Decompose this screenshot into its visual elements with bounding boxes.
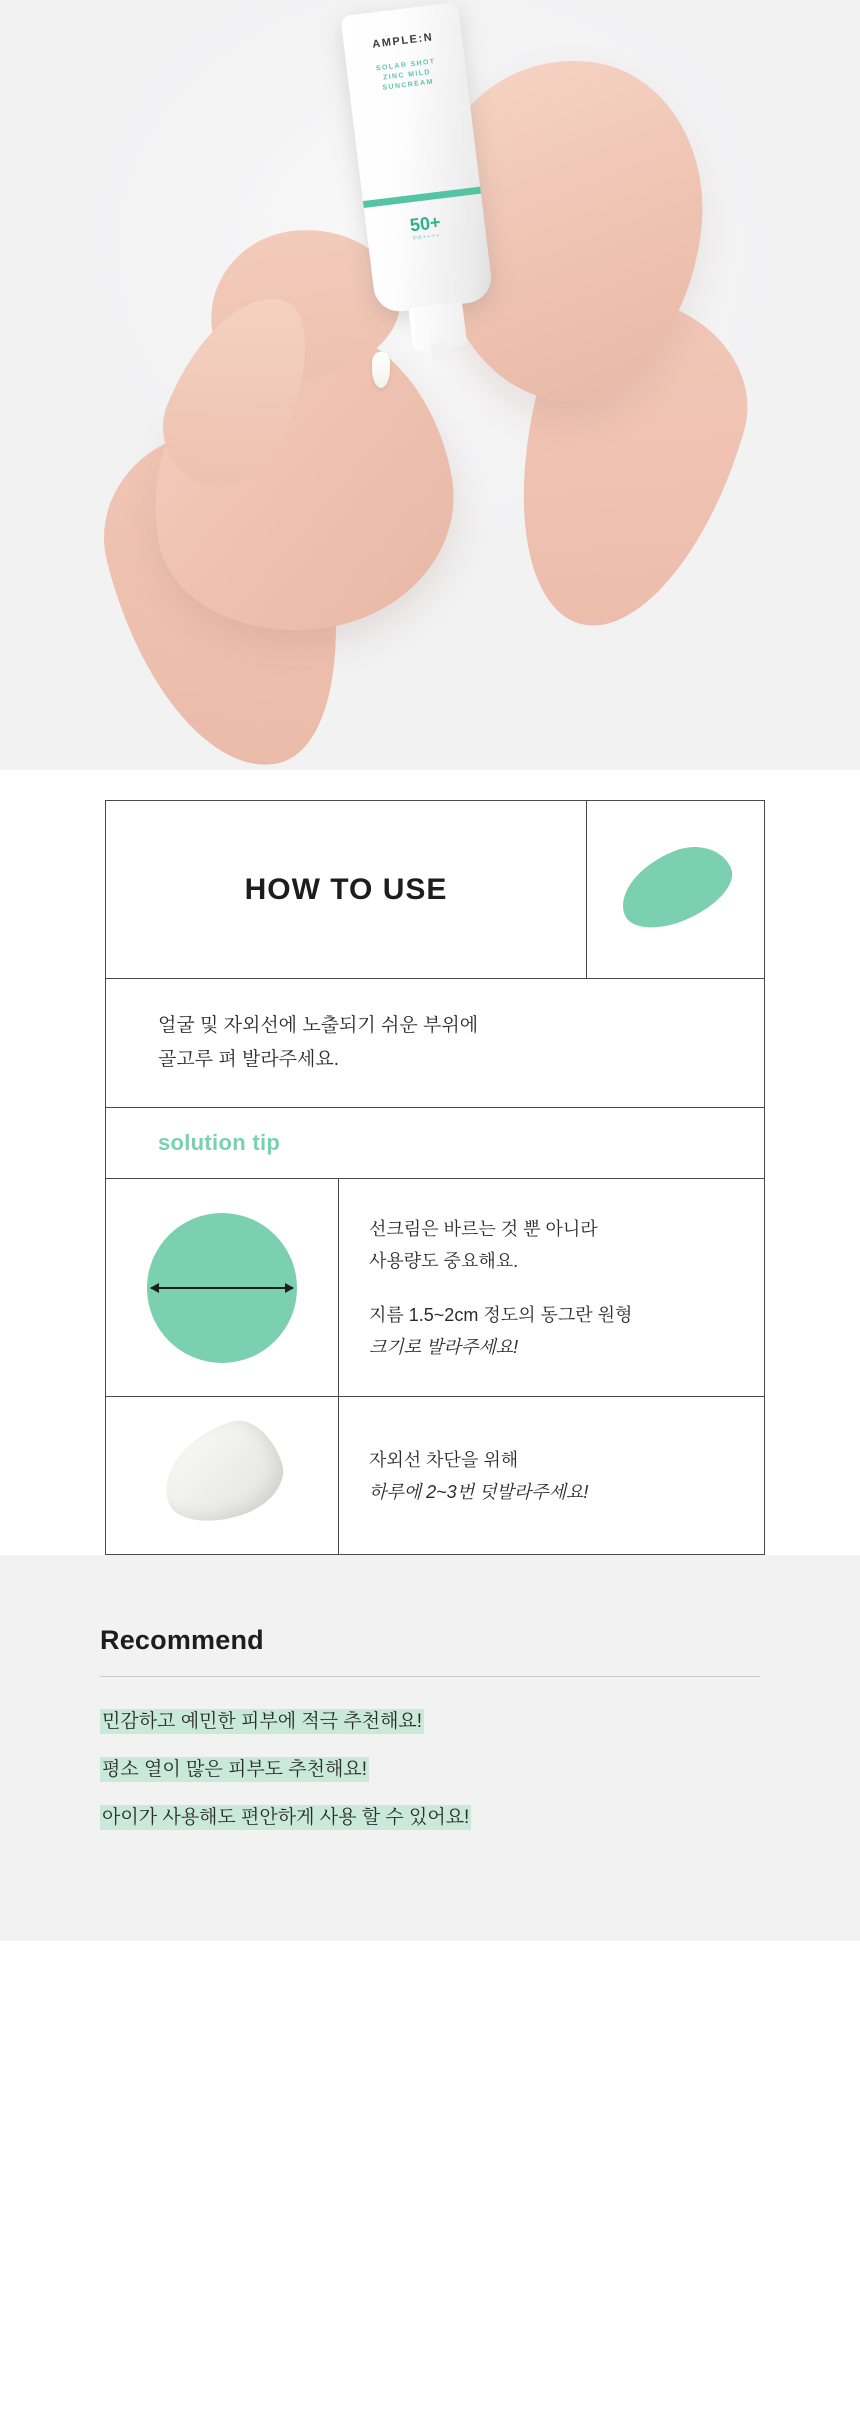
tip-smear-cell — [106, 1397, 339, 1555]
description-line-1: 얼굴 및 자외선에 노출되기 쉬운 부위에 — [158, 1015, 479, 1036]
tip-amount-paragraph-2 — [369, 1299, 744, 1363]
hero-product-photo — [0, 0, 860, 800]
solution-tip-label: solution tip — [158, 1130, 281, 1155]
recommend-title: Recommend — [100, 1625, 760, 1677]
tip-circle-cell — [106, 1179, 339, 1397]
tip-reapply-text — [339, 1397, 765, 1555]
tube-spf-label — [365, 207, 485, 248]
how-to-use-description — [106, 979, 765, 1108]
page-title: HOW TO USE — [244, 872, 448, 906]
tip-amount-line-2: 사용량도 중요해요. — [369, 1250, 519, 1271]
tube-nozzle — [431, 342, 451, 362]
tip-reapply-line-2: 하루에 2~3번 덧발라주세요! — [369, 1481, 589, 1502]
recommend-item-3: 아이가 사용해도 편안하게 사용 할 수 있어요! — [102, 1807, 470, 1828]
tip-row-reapply — [106, 1397, 765, 1555]
tip-amount-line-1: 선크림은 바르는 것 뿐 아니라 — [369, 1218, 598, 1239]
tip-amount-paragraph-1 — [369, 1213, 744, 1277]
tip-amount-text — [339, 1179, 765, 1397]
how-to-use-blob-cell — [587, 801, 765, 979]
diameter-arrow-icon — [151, 1287, 293, 1289]
tube-name-line-2: ZINC MILD — [382, 68, 432, 82]
tube-product-name — [347, 54, 468, 98]
green-blob-icon — [609, 834, 742, 941]
recommend-inner — [100, 1625, 760, 1833]
recommend-section — [0, 1555, 860, 1941]
tube-name-line-3: SUNCREAM — [382, 78, 435, 92]
solution-tip-cell — [106, 1108, 765, 1179]
list-item — [100, 1707, 760, 1737]
how-to-use-section — [0, 800, 860, 1555]
how-to-use-title-cell — [106, 801, 587, 979]
tip-reapply-line-1: 자외선 차단을 위해 — [369, 1449, 519, 1470]
description-line-2: 골고루 펴 발라주세요. — [158, 1049, 340, 1070]
how-to-use-table — [105, 800, 765, 1555]
recommend-item-2: 평소 열이 많은 피부도 추천해요! — [102, 1759, 367, 1780]
tip-row-amount — [106, 1179, 765, 1397]
hero-background — [0, 0, 860, 770]
recommend-list — [100, 1707, 760, 1833]
how-to-use-header-row — [106, 801, 765, 979]
list-item — [100, 1803, 760, 1833]
green-circle-diameter-icon — [147, 1213, 297, 1363]
tube-spf-value: 50+ — [408, 211, 442, 236]
tip-amount-line-3: 지름 1.5~2cm 정도의 동그란 원형 — [369, 1304, 633, 1325]
how-to-use-description-row — [106, 979, 765, 1108]
tube-name-line-1: SOLAR SHOT — [375, 58, 436, 73]
list-item — [100, 1755, 760, 1785]
tip-amount-line-4: 크기로 발라주세요! — [369, 1336, 519, 1357]
tip-reapply-paragraph — [369, 1444, 744, 1508]
solution-tip-row — [106, 1108, 765, 1179]
cream-smear-icon — [151, 1411, 294, 1536]
tube-brand-label: AMPLE:N — [371, 31, 434, 51]
tube-green-stripe — [363, 187, 481, 208]
tube-pa-value: PA++++ — [412, 232, 441, 243]
recommend-item-1: 민감하고 예민한 피부에 적극 추천해요! — [102, 1711, 423, 1732]
